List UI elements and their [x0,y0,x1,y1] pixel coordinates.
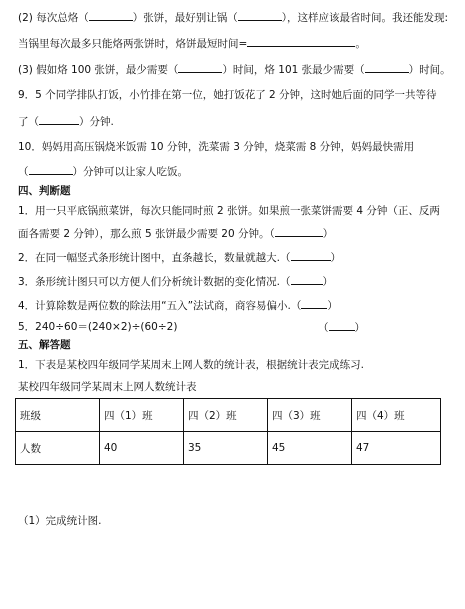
answer-blank[interactable] [39,114,79,125]
q10-line2-text-b: ）分钟可以让家人吃饭。 [72,166,188,178]
s4-q4 [18,298,338,313]
q8-line3-text-a: (3) 假如烙 100 张饼，最少需要（ [18,64,179,76]
table-cell: 47 [352,432,441,465]
table-cell: 班级 [16,399,100,432]
stats-table [15,398,441,465]
q8-line1-text-a: (2) 每次总烙（ [18,12,89,24]
s4-q4-text-b: ） [327,300,338,312]
q10-line2 [18,164,188,179]
q8-line3-text-b: ）时间，烙 101 张最少需要（ [222,64,365,76]
answer-blank[interactable] [365,62,409,73]
answer-blank[interactable] [301,298,327,309]
s4-q5-open: （ [318,322,329,334]
s4-q2-text-a: 2．在同一幅竖式条形统计图中，直条越长，数量就越大.（ [18,252,291,264]
q8-line1 [18,10,448,25]
table-cell: 四（3）班 [268,399,352,432]
answer-blank[interactable] [275,226,323,237]
q8-line1-text-c: ），这样应该最省时间。我还能发现: [281,12,449,24]
answer-blank[interactable] [29,164,73,175]
q8-line2 [18,36,366,51]
s4-q5-close: ） [354,322,365,334]
s4-q2 [18,250,341,265]
s5-q1: 1．下表是某校四年级同学某周末上网人数的统计表，根据统计表完成练习. [18,359,365,371]
answer-blank[interactable] [238,10,282,21]
s4-q3-text-a: 3．条形统计图只可以方便人们分析统计数据的变化情况.（ [18,276,291,288]
table-cell: 35 [184,432,268,465]
s4-q1-line2-text-b: ） [322,228,334,240]
table-header-row [16,399,441,432]
q9-line2-text-a: 了（ [18,116,39,128]
q9-line1: 9．5 个同学排队打饭，小竹排在第一位，她打饭花了 2 分钟，这时她后面的同学一共等待 [18,89,437,101]
s4-q5-answer [318,320,365,335]
q8-line1-text-b: ）张饼，最好别让锅（ [132,12,238,24]
s4-q3-text-b: ） [322,276,334,288]
table-title: 某校四年级同学某周末上网人数统计表 [18,381,197,393]
s4-q1-line2 [18,226,333,241]
s4-q2-text-b: ） [330,252,342,264]
answer-blank[interactable] [329,320,355,331]
q9-line2 [18,114,114,129]
answer-blank[interactable] [291,250,331,261]
s4-q5 [18,320,365,334]
q10-line2-text-a: （ [18,166,29,178]
q8-line2-text-b: 。 [355,38,366,50]
q9-line2-text-b: ）分钟. [79,116,114,128]
s4-q1-line1: 1．用一只平底锅煎菜饼，每次只能同时煎 2 张饼。如果煎一张菜饼需要 4 分钟（正、反两 [18,205,440,217]
answer-blank[interactable] [247,36,355,47]
table-cell: 四（1）班 [100,399,184,432]
table-cell: 45 [268,432,352,465]
answer-blank[interactable] [291,274,323,285]
q10-line1: 10．妈妈用高压锅烧米饭需 10 分钟，洗菜需 3 分钟，烧菜需 8 分钟，妈妈最快需用 [18,141,415,153]
s4-q5-text-a: 5．240÷60＝(240×2)÷(60÷2) [18,321,178,333]
section4-title: 四、判断题 [18,185,71,197]
table-cell: 四（2）班 [184,399,268,432]
q8-line2-text-a: 当锅里每次最多只能烙两张饼时，烙饼最短时间= [18,38,248,50]
table-cell: 人数 [16,432,100,465]
table-cell: 40 [100,432,184,465]
answer-blank[interactable] [89,10,133,21]
table-row [16,432,441,465]
table-cell: 四（4）班 [352,399,441,432]
q8-line3-text-c: ）时间。 [408,64,451,76]
q8-line3 [18,62,451,77]
s4-q3 [18,274,333,289]
s4-q1-line2-text-a: 面各需要 2 分钟），那么煎 5 张饼最少需要 20 分钟。（ [18,228,275,240]
s5-sub1: （1）完成统计图. [18,515,102,527]
section5-title: 五、解答题 [18,339,71,351]
answer-blank[interactable] [178,62,222,73]
s4-q4-text-a: 4．计算除数是两位数的除法用“五入”法试商，商容易偏小.（ [18,300,302,312]
